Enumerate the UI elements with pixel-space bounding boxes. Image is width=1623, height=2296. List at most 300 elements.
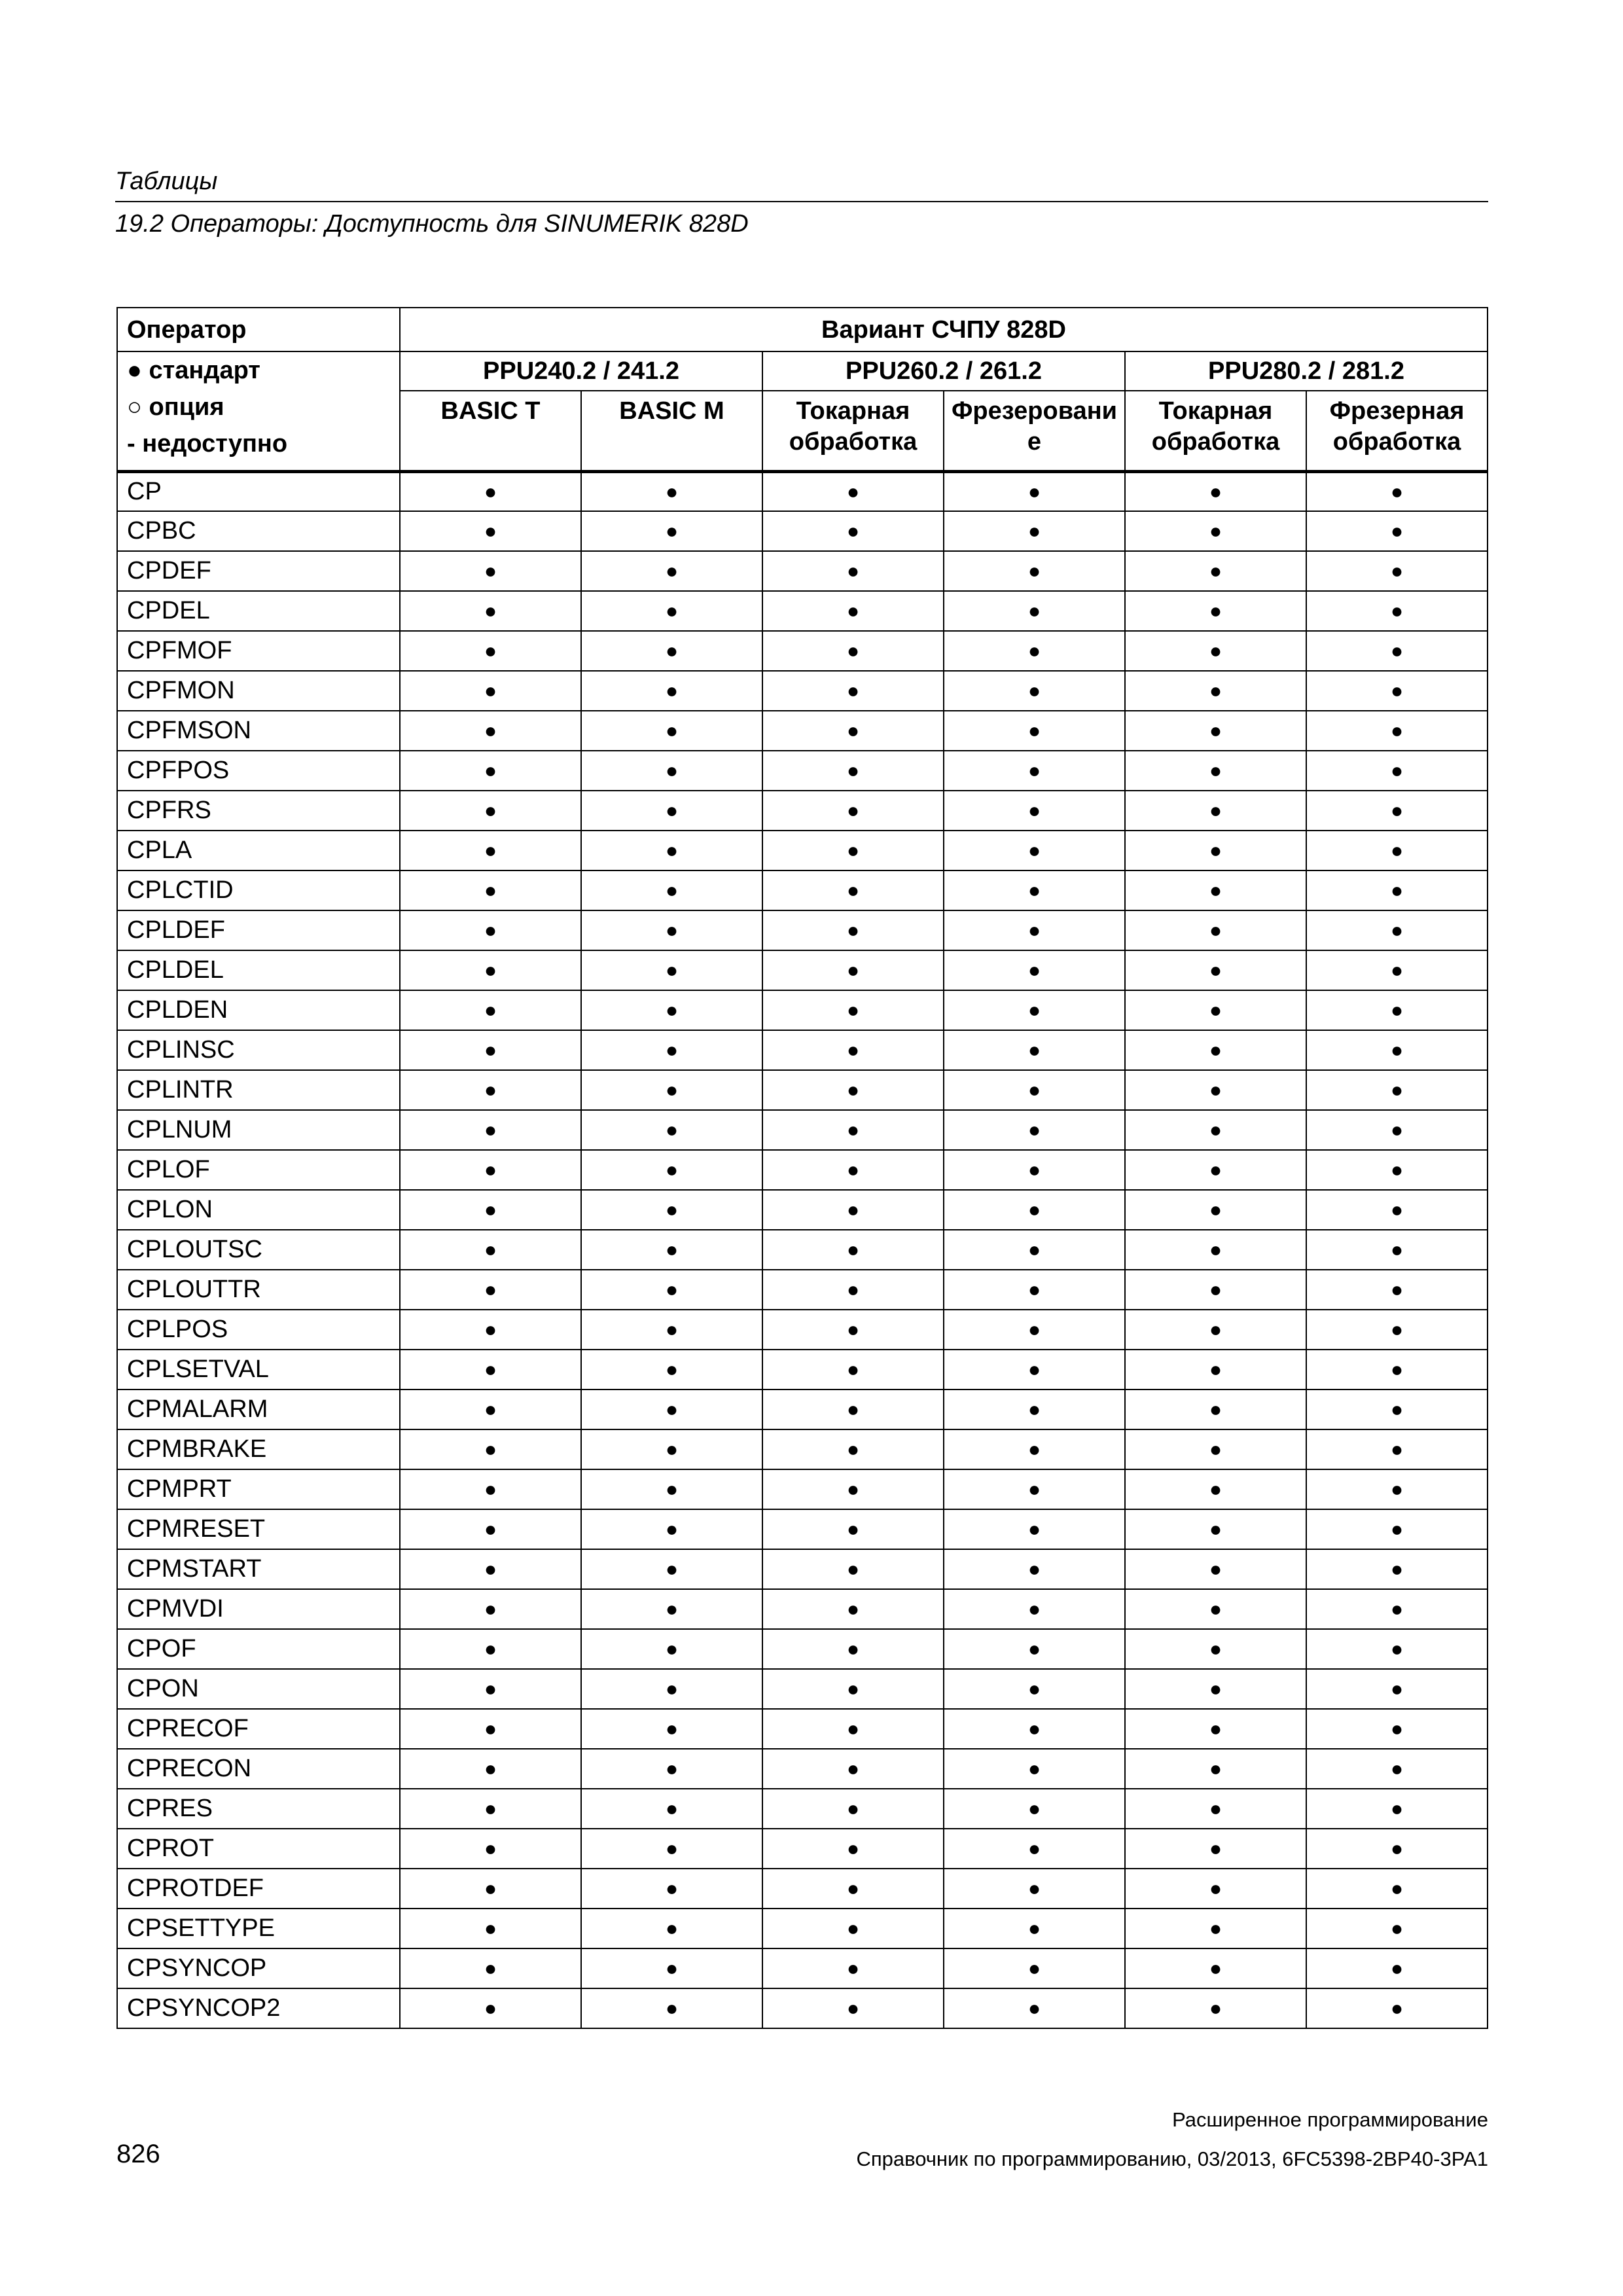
availability-mark: ●: [400, 1869, 581, 1909]
availability-mark: ●: [400, 1230, 581, 1270]
legend-unavailable: - недоступно: [127, 430, 288, 457]
availability-mark: ●: [400, 791, 581, 831]
availability-mark: ●: [400, 1429, 581, 1469]
table-row: [117, 1869, 1488, 1909]
availability-mark: ●: [762, 1669, 944, 1709]
availability-mark: ●: [581, 1789, 762, 1829]
table-row: [117, 1469, 1488, 1509]
operator-name: CPFRS: [117, 791, 400, 831]
availability-mark: ●: [400, 910, 581, 950]
availability-mark: ●: [1125, 751, 1306, 791]
availability-mark: ●: [581, 1469, 762, 1509]
variant-heading: Вариант СЧПУ 828D: [400, 308, 1488, 351]
availability-mark: ●: [944, 1749, 1125, 1789]
table-row: [117, 1150, 1488, 1190]
availability-mark: ●: [1306, 910, 1488, 950]
availability-mark: ●: [1125, 1589, 1306, 1629]
operator-name: CPFMOF: [117, 631, 400, 671]
col-ppu280-milling: Фрезерная обработка: [1306, 391, 1488, 471]
availability-mark: ●: [1306, 1669, 1488, 1709]
availability-mark: ●: [944, 1948, 1125, 1988]
operator-name: CPLINTR: [117, 1070, 400, 1110]
availability-mark: ●: [1306, 1469, 1488, 1509]
availability-mark: ●: [400, 551, 581, 591]
operator-name: CPLDEF: [117, 910, 400, 950]
table-row: [117, 1190, 1488, 1230]
table-row: [117, 1429, 1488, 1469]
availability-mark: ●: [581, 1190, 762, 1230]
availability-mark: ●: [1306, 870, 1488, 910]
availability-mark: ●: [1306, 1988, 1488, 2028]
availability-mark: ●: [762, 1070, 944, 1110]
availability-mark: ●: [400, 870, 581, 910]
availability-mark: ●: [400, 1190, 581, 1230]
group-ppu260: PPU260.2 / 261.2: [762, 351, 1125, 391]
availability-mark: ●: [1306, 1070, 1488, 1110]
availability-mark: ●: [581, 1709, 762, 1749]
availability-mark: ●: [581, 1150, 762, 1190]
availability-mark: ●: [762, 1190, 944, 1230]
operator-name: CPLINSC: [117, 1030, 400, 1070]
availability-mark: ●: [1306, 1190, 1488, 1230]
availability-mark: ●: [762, 990, 944, 1030]
table-row: [117, 870, 1488, 910]
table-row: [117, 791, 1488, 831]
table-row: [117, 1549, 1488, 1589]
availability-mark: ●: [400, 1669, 581, 1709]
availability-mark: ●: [762, 631, 944, 671]
availability-mark: ●: [944, 831, 1125, 870]
operator-name: CPRECON: [117, 1749, 400, 1789]
availability-mark: ●: [762, 1909, 944, 1948]
operator-name: CPDEL: [117, 591, 400, 631]
availability-mark: ●: [581, 1030, 762, 1070]
availability-mark: ●: [581, 471, 762, 511]
availability-mark: ●: [1125, 1030, 1306, 1070]
availability-mark: ●: [1306, 631, 1488, 671]
availability-mark: ●: [581, 1669, 762, 1709]
availability-mark: ●: [1125, 471, 1306, 511]
availability-mark: ●: [400, 1070, 581, 1110]
availability-mark: ●: [400, 1469, 581, 1509]
availability-mark: ●: [1125, 1869, 1306, 1909]
availability-mark: ●: [944, 1789, 1125, 1829]
availability-mark: ●: [581, 910, 762, 950]
table-row: [117, 1589, 1488, 1629]
availability-mark: ●: [1125, 1948, 1306, 1988]
availability-mark: ●: [762, 711, 944, 751]
availability-mark: ●: [944, 1150, 1125, 1190]
operator-name: CPDEF: [117, 551, 400, 591]
availability-mark: ●: [1125, 1350, 1306, 1390]
availability-mark: ●: [762, 1749, 944, 1789]
availability-mark: ●: [1306, 1829, 1488, 1869]
operator-name: CPLOF: [117, 1150, 400, 1190]
availability-mark: ●: [400, 631, 581, 671]
availability-mark: ●: [762, 870, 944, 910]
availability-mark: ●: [1125, 1310, 1306, 1350]
table-row: [117, 1230, 1488, 1270]
availability-mark: ●: [762, 1549, 944, 1589]
availability-mark: ●: [1306, 1549, 1488, 1589]
header-divider: [115, 201, 1488, 202]
availability-mark: ●: [944, 751, 1125, 791]
availability-mark: ●: [581, 1988, 762, 2028]
availability-mark: ●: [1125, 1190, 1306, 1230]
availability-mark: ●: [762, 1030, 944, 1070]
availability-mark: ●: [400, 1789, 581, 1829]
availability-mark: ●: [944, 711, 1125, 751]
operator-name: CPROT: [117, 1829, 400, 1869]
operator-name: CP: [117, 471, 400, 511]
operator-name: CPLCTID: [117, 870, 400, 910]
table-row: [117, 1350, 1488, 1390]
availability-mark: ●: [581, 1829, 762, 1869]
availability-mark: ●: [1306, 1869, 1488, 1909]
availability-mark: ●: [944, 1429, 1125, 1469]
availability-mark: ●: [1125, 1469, 1306, 1509]
availability-mark: ●: [1306, 1110, 1488, 1150]
availability-mark: ●: [581, 631, 762, 671]
operator-name: CPLOUTSC: [117, 1230, 400, 1270]
table-row: [117, 1669, 1488, 1709]
availability-mark: ●: [1125, 1669, 1306, 1709]
availability-mark: ●: [1125, 1549, 1306, 1589]
availability-mark: ●: [1125, 1070, 1306, 1110]
availability-mark: ●: [944, 1509, 1125, 1549]
availability-mark: ●: [1125, 1509, 1306, 1549]
availability-mark: ●: [581, 1629, 762, 1669]
operators-availability-table: [116, 307, 1488, 2029]
availability-mark: ●: [1306, 1948, 1488, 1988]
availability-mark: ●: [1306, 1270, 1488, 1310]
availability-mark: ●: [762, 1270, 944, 1310]
availability-mark: ●: [1125, 1988, 1306, 2028]
availability-mark: ●: [581, 870, 762, 910]
availability-mark: ●: [400, 751, 581, 791]
availability-mark: ●: [762, 1230, 944, 1270]
operator-name: CPMRESET: [117, 1509, 400, 1549]
availability-mark: ●: [400, 1829, 581, 1869]
availability-mark: ●: [762, 1829, 944, 1869]
availability-mark: ●: [1306, 1150, 1488, 1190]
table-row: [117, 910, 1488, 950]
table-row: [117, 1110, 1488, 1150]
availability-mark: ●: [400, 1589, 581, 1629]
availability-mark: ●: [1125, 1390, 1306, 1429]
availability-mark: ●: [1125, 1709, 1306, 1749]
table-row: [117, 551, 1488, 591]
operator-name: CPBC: [117, 511, 400, 551]
availability-mark: ●: [944, 1190, 1125, 1230]
availability-mark: ●: [1306, 711, 1488, 751]
availability-mark: ●: [944, 1310, 1125, 1350]
operator-name: CPMSTART: [117, 1549, 400, 1589]
group-ppu280: PPU280.2 / 281.2: [1125, 351, 1488, 391]
operator-name: CPLPOS: [117, 1310, 400, 1350]
col-ppu260-milling: Фрезеровани е: [944, 391, 1125, 471]
availability-mark: ●: [400, 1150, 581, 1190]
availability-mark: ●: [1306, 471, 1488, 511]
availability-mark: ●: [1125, 1909, 1306, 1948]
availability-mark: ●: [944, 910, 1125, 950]
availability-mark: ●: [581, 990, 762, 1030]
chapter-title: Таблицы: [115, 168, 218, 195]
availability-mark: ●: [762, 671, 944, 711]
availability-mark: ●: [762, 1350, 944, 1390]
availability-mark: ●: [581, 1310, 762, 1350]
availability-mark: ●: [944, 1829, 1125, 1869]
availability-mark: ●: [1125, 910, 1306, 950]
availability-mark: ●: [1125, 1110, 1306, 1150]
operator-name: CPRECOF: [117, 1709, 400, 1749]
availability-mark: ●: [400, 1310, 581, 1350]
availability-mark: ●: [1125, 631, 1306, 671]
availability-mark: ●: [944, 1549, 1125, 1589]
availability-mark: ●: [581, 1869, 762, 1909]
availability-mark: ●: [1306, 1509, 1488, 1549]
availability-mark: ●: [400, 1030, 581, 1070]
availability-mark: ●: [400, 950, 581, 990]
availability-mark: ●: [1306, 1310, 1488, 1350]
availability-mark: ●: [1125, 1629, 1306, 1669]
availability-mark: ●: [1125, 1789, 1306, 1829]
operator-name: CPSYNCOP: [117, 1948, 400, 1988]
table-row: [117, 671, 1488, 711]
availability-mark: ●: [762, 950, 944, 990]
availability-mark: ●: [944, 671, 1125, 711]
availability-mark: ●: [1125, 591, 1306, 631]
availability-mark: ●: [1125, 1230, 1306, 1270]
col-basic-m: BASIC M: [581, 391, 762, 471]
availability-mark: ●: [1306, 1390, 1488, 1429]
group-ppu240: PPU240.2 / 241.2: [400, 351, 762, 391]
availability-mark: ●: [944, 1589, 1125, 1629]
table-row: [117, 711, 1488, 751]
availability-mark: ●: [944, 511, 1125, 551]
section-title: 19.2 Операторы: Доступность для SINUMERIK 828D: [115, 210, 749, 238]
operator-name: CPMVDI: [117, 1589, 400, 1629]
operator-name: CPON: [117, 1669, 400, 1709]
footer-manual-reference: Справочник по программированию, 03/2013, 6FC5398-2BP40-3PA1: [856, 2147, 1488, 2170]
operator-name: CPLSETVAL: [117, 1350, 400, 1390]
availability-mark: ●: [1125, 511, 1306, 551]
availability-mark: ●: [400, 1629, 581, 1669]
availability-mark: ●: [1306, 1429, 1488, 1469]
col-ppu280-turning: Токарная обработка: [1125, 391, 1306, 471]
availability-mark: ●: [581, 791, 762, 831]
availability-mark: ●: [762, 1390, 944, 1429]
table-row: [117, 1988, 1488, 2028]
availability-mark: ●: [400, 1948, 581, 1988]
operator-name: CPMBRAKE: [117, 1429, 400, 1469]
availability-mark: ●: [1125, 990, 1306, 1030]
availability-mark: ●: [762, 1629, 944, 1669]
operator-name: CPMPRT: [117, 1469, 400, 1509]
table-row: [117, 831, 1488, 870]
availability-mark: ●: [400, 1390, 581, 1429]
availability-mark: ●: [400, 1110, 581, 1150]
availability-mark: ●: [1306, 1909, 1488, 1948]
operator-name: CPLOUTTR: [117, 1270, 400, 1310]
availability-mark: ●: [1306, 831, 1488, 870]
table-row: [117, 950, 1488, 990]
availability-mark: ●: [944, 1709, 1125, 1749]
availability-mark: ●: [581, 1589, 762, 1629]
availability-mark: ●: [762, 1469, 944, 1509]
availability-mark: ●: [1306, 1629, 1488, 1669]
table-header: [117, 308, 1488, 471]
availability-mark: ●: [1125, 1429, 1306, 1469]
table-row: [117, 1030, 1488, 1070]
availability-mark: ●: [944, 1390, 1125, 1429]
operator-name: CPLA: [117, 831, 400, 870]
availability-mark: ●: [762, 1948, 944, 1988]
availability-mark: ●: [400, 1509, 581, 1549]
availability-mark: ●: [1125, 870, 1306, 910]
operator-name: CPOF: [117, 1629, 400, 1669]
table-row: [117, 1270, 1488, 1310]
availability-mark: ●: [581, 591, 762, 631]
availability-mark: ●: [1125, 1829, 1306, 1869]
availability-mark: ●: [944, 1350, 1125, 1390]
availability-mark: ●: [1125, 671, 1306, 711]
col-basic-t: BASIC T: [400, 391, 581, 471]
table-row: [117, 751, 1488, 791]
availability-mark: ●: [400, 471, 581, 511]
table-row: [117, 591, 1488, 631]
availability-mark: ●: [581, 671, 762, 711]
operator-name: CPLDEN: [117, 990, 400, 1030]
availability-mark: ●: [762, 1869, 944, 1909]
availability-mark: ●: [944, 1030, 1125, 1070]
availability-mark: ●: [581, 1909, 762, 1948]
availability-mark: ●: [944, 1270, 1125, 1310]
availability-mark: ●: [944, 1230, 1125, 1270]
table-row: [117, 1629, 1488, 1669]
availability-mark: ●: [944, 1110, 1125, 1150]
availability-mark: ●: [400, 1988, 581, 2028]
availability-mark: ●: [1125, 950, 1306, 990]
availability-mark: ●: [1306, 511, 1488, 551]
availability-mark: ●: [1306, 551, 1488, 591]
table-row: [117, 1749, 1488, 1789]
availability-mark: ●: [762, 910, 944, 950]
availability-mark: ●: [944, 1669, 1125, 1709]
availability-mark: ●: [944, 950, 1125, 990]
availability-mark: ●: [944, 1469, 1125, 1509]
availability-mark: ●: [1125, 831, 1306, 870]
availability-mark: ●: [762, 1709, 944, 1749]
availability-mark: ●: [944, 990, 1125, 1030]
availability-mark: ●: [944, 1629, 1125, 1669]
availability-mark: ●: [944, 1070, 1125, 1110]
availability-mark: ●: [581, 1070, 762, 1110]
availability-mark: ●: [1306, 591, 1488, 631]
availability-mark: ●: [762, 471, 944, 511]
availability-mark: ●: [581, 1390, 762, 1429]
availability-mark: ●: [1306, 671, 1488, 711]
availability-mark: ●: [944, 791, 1125, 831]
table-row: [117, 1310, 1488, 1350]
availability-mark: ●: [762, 511, 944, 551]
availability-mark: ●: [400, 990, 581, 1030]
footer-title: Расширенное программирование: [1172, 2108, 1488, 2131]
operator-name: CPLNUM: [117, 1110, 400, 1150]
availability-mark: ●: [400, 1709, 581, 1749]
availability-mark: ●: [762, 1509, 944, 1549]
availability-mark: ●: [762, 1150, 944, 1190]
operator-name: CPLDEL: [117, 950, 400, 990]
table-row: [117, 1948, 1488, 1988]
availability-mark: ●: [944, 631, 1125, 671]
availability-mark: ●: [400, 831, 581, 870]
legend-standard: ● стандарт: [127, 357, 260, 384]
availability-mark: ●: [581, 711, 762, 751]
operator-name: CPSYNCOP2: [117, 1988, 400, 2028]
availability-mark: ●: [1306, 1789, 1488, 1829]
availability-mark: ●: [581, 1270, 762, 1310]
operator-name: CPROTDEF: [117, 1869, 400, 1909]
operator-column-heading: Оператор: [117, 308, 400, 351]
availability-mark: ●: [762, 591, 944, 631]
availability-mark: ●: [762, 1988, 944, 2028]
table-row: [117, 471, 1488, 511]
table-row: [117, 511, 1488, 551]
availability-mark: ●: [1306, 1749, 1488, 1789]
availability-mark: ●: [1306, 751, 1488, 791]
availability-mark: ●: [762, 1310, 944, 1350]
availability-mark: ●: [1125, 1270, 1306, 1310]
availability-mark: ●: [1306, 950, 1488, 990]
table-row: [117, 990, 1488, 1030]
availability-mark: ●: [944, 551, 1125, 591]
availability-mark: ●: [1125, 1150, 1306, 1190]
availability-mark: ●: [1306, 791, 1488, 831]
availability-mark: ●: [581, 1549, 762, 1589]
availability-mark: ●: [581, 511, 762, 551]
legend-option: ○ опция: [127, 393, 224, 421]
availability-mark: ●: [400, 1549, 581, 1589]
availability-mark: ●: [762, 751, 944, 791]
availability-mark: ●: [1125, 711, 1306, 751]
availability-mark: ●: [400, 671, 581, 711]
availability-mark: ●: [581, 1230, 762, 1270]
availability-mark: ●: [1306, 1230, 1488, 1270]
availability-mark: ●: [400, 1350, 581, 1390]
table-row: [117, 631, 1488, 671]
availability-mark: ●: [581, 1110, 762, 1150]
table-row: [117, 1509, 1488, 1549]
availability-mark: ●: [400, 511, 581, 551]
availability-mark: ●: [400, 1270, 581, 1310]
table-row: [117, 1390, 1488, 1429]
availability-mark: ●: [762, 831, 944, 870]
operator-name: CPSETTYPE: [117, 1909, 400, 1948]
availability-mark: ●: [944, 591, 1125, 631]
table-row: [117, 1789, 1488, 1829]
availability-mark: ●: [1125, 1749, 1306, 1789]
availability-mark: ●: [762, 1589, 944, 1629]
availability-mark: ●: [581, 831, 762, 870]
operator-name: CPFMON: [117, 671, 400, 711]
availability-mark: ●: [1306, 1589, 1488, 1629]
availability-mark: ●: [581, 551, 762, 591]
table-row: [117, 1909, 1488, 1948]
table-body: [117, 471, 1488, 2028]
availability-mark: ●: [400, 1909, 581, 1948]
availability-mark: ●: [581, 1509, 762, 1549]
